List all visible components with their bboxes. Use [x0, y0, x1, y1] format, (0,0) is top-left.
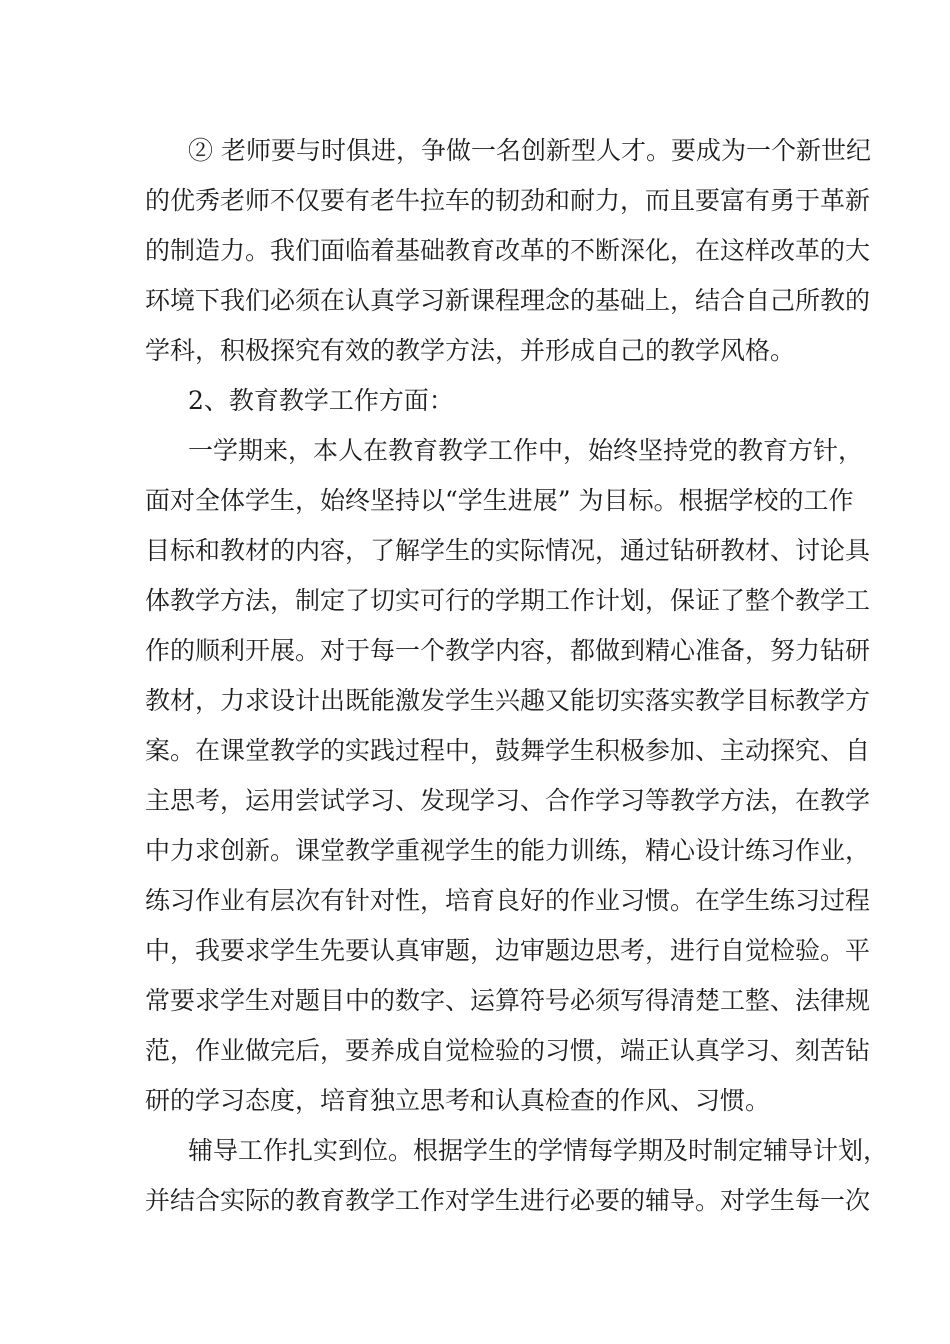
- paragraph-3-line-2: 面对全体学生，始终坚持以“学生进展” 为目标。根据学校的工作: [145, 486, 854, 515]
- paragraph-1-line-4: 环境下我们必须在认真学习新课程理念的基础上，结合自己所教的: [145, 286, 871, 315]
- paragraph-1-line-1: ② 老师要与时俱进，争做一名创新型人才。要成为一个新世纪: [188, 136, 871, 165]
- paragraph-4-line-2: 并结合实际的教育教学工作对学生进行必要的辅导。对学生每一次: [145, 1186, 871, 1215]
- paragraph-1-line-3: 的制造力。我们面临着基础教育改革的不断深化，在这样改革的大: [145, 236, 871, 265]
- paragraph-3-line-6: 教材，力求设计出既能激发学生兴趣又能切实落实教学目标教学方: [145, 686, 871, 715]
- paragraph-3-line-14: 研的学习态度，培育独立思考和认真检查的作风、习惯。: [145, 1086, 771, 1115]
- paragraph-4-line-1: 辅导工作扎实到位。根据学生的学情每学期及时制定辅导计划，: [188, 1136, 889, 1165]
- paragraph-1-line-5: 学科，积极探究有效的教学方法，并形成自己的教学风格。: [145, 336, 796, 365]
- section-heading: 2、教育教学工作方面：: [188, 386, 454, 415]
- paragraph-3-line-10: 练习作业有层次有针对性，培育良好的作业习惯。在学生练习过程: [145, 886, 871, 915]
- paragraph-3-line-5: 作的顺利开展。对于每一个教学内容，都做到精心准备，努力钻研: [145, 636, 871, 665]
- paragraph-3-line-13: 范，作业做完后，要养成自觉检验的习惯，端正认真学习、刻苦钻: [145, 1036, 871, 1065]
- paragraph-1-line-2: 的优秀老师不仅要有老牛拉车的韧劲和耐力，而且要富有勇于革新: [145, 186, 871, 215]
- paragraph-3-line-9: 中力求创新。课堂教学重视学生的能力训练，精心设计练习作业，: [145, 836, 871, 865]
- paragraph-3-line-4: 体教学方法，制定了切实可行的学期工作计划，保证了整个教学工: [145, 586, 871, 615]
- paragraph-3-line-8: 主思考，运用尝试学习、发现学习、合作学习等教学方法，在教学: [145, 786, 871, 815]
- paragraph-3-line-7: 案。在课堂教学的实践过程中，鼓舞学生积极参加、主动探究、自: [145, 736, 871, 765]
- paragraph-3-line-1: 一学期来，本人在教育教学工作中，始终坚持党的教育方针，: [188, 436, 864, 465]
- paragraph-3-line-11: 中，我要求学生先要认真审题，边审题边思考，进行自觉检验。平: [145, 936, 871, 965]
- paragraph-3-line-12: 常要求学生对题目中的数字、运算符号必须写得清楚工整、法律规: [145, 986, 871, 1015]
- paragraph-3-line-3: 目标和教材的内容，了解学生的实际情况，通过钻研教材、讨论具: [145, 536, 871, 565]
